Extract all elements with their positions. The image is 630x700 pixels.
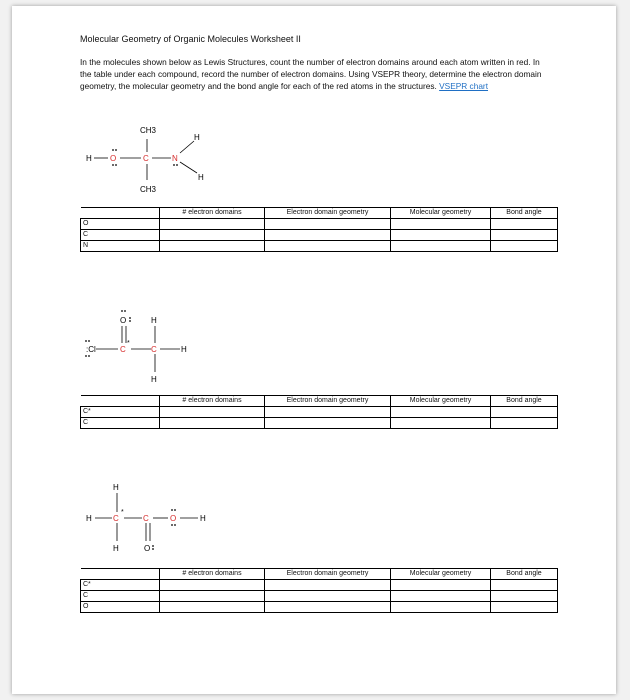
atom-n-red: N xyxy=(172,154,178,163)
header-bond-angle: Bond angle xyxy=(491,396,558,407)
worksheet-title: Molecular Geometry of Organic Molecules Worksheet II xyxy=(80,34,301,44)
cell-bond-angle[interactable] xyxy=(491,230,558,241)
vsepr-chart-link[interactable]: VSEPR chart xyxy=(439,81,489,91)
atom-o-red: O xyxy=(110,154,117,163)
table-row xyxy=(81,407,558,418)
atom-c-red: C xyxy=(143,154,149,163)
header-bond-angle: Bond angle xyxy=(491,569,558,580)
cell-molecular-geometry[interactable] xyxy=(391,418,491,429)
cell-domain-geometry[interactable] xyxy=(265,418,391,429)
cell-molecular-geometry[interactable] xyxy=(391,580,491,591)
header-molecular-geometry: Molecular geometry xyxy=(391,569,491,580)
atom-h-left: H xyxy=(86,514,92,523)
molecule-1 xyxy=(86,126,204,194)
row-atom: O xyxy=(81,602,160,613)
cell-bond-angle[interactable] xyxy=(491,580,558,591)
header-domains: # electron domains xyxy=(160,569,265,580)
cell-molecular-geometry[interactable] xyxy=(391,602,491,613)
cell-domains[interactable] xyxy=(160,219,265,230)
table-row xyxy=(81,418,558,429)
atom-h-top: H xyxy=(151,316,157,325)
group-ch3-top: CH3 xyxy=(140,126,157,135)
header-bond-angle: Bond angle xyxy=(491,208,558,219)
molecule-3 xyxy=(86,483,206,553)
table-row xyxy=(81,591,558,602)
atom-h-right: H xyxy=(181,345,187,354)
atom-h-bottom: H xyxy=(113,544,119,553)
cell-domains[interactable] xyxy=(160,602,265,613)
cell-domains[interactable] xyxy=(160,580,265,591)
atom-h-right: H xyxy=(200,514,206,523)
header-domains: # electron domains xyxy=(160,208,265,219)
cell-domain-geometry[interactable] xyxy=(265,580,391,591)
cell-bond-angle[interactable] xyxy=(491,591,558,602)
star-marker: * xyxy=(127,340,130,347)
row-atom: N xyxy=(81,241,160,252)
cell-domains[interactable] xyxy=(160,230,265,241)
row-atom: C* xyxy=(81,580,160,591)
atom-o-bottom: O xyxy=(144,544,151,553)
cell-molecular-geometry[interactable] xyxy=(391,230,491,241)
header-domain-geometry: Electron domain geometry xyxy=(265,396,391,407)
cell-molecular-geometry[interactable] xyxy=(391,241,491,252)
atom-c-red: C xyxy=(143,514,149,523)
cell-bond-angle[interactable] xyxy=(491,241,558,252)
cell-molecular-geometry[interactable] xyxy=(391,219,491,230)
header-domain-geometry: Electron domain geometry xyxy=(265,208,391,219)
atom-h-n-bottom: H xyxy=(198,173,204,182)
table-molecule-2 xyxy=(80,395,558,429)
cell-domains[interactable] xyxy=(160,407,265,418)
cell-domain-geometry[interactable] xyxy=(265,241,391,252)
cell-bond-angle[interactable] xyxy=(491,407,558,418)
atom-h-bottom: H xyxy=(151,375,157,384)
star-marker: * xyxy=(121,509,124,516)
table-molecule-3 xyxy=(80,568,558,613)
atom-h-left: H xyxy=(86,154,92,163)
atom-c-star-red: C xyxy=(113,514,119,523)
table-row xyxy=(81,230,558,241)
cell-domain-geometry[interactable] xyxy=(265,407,391,418)
instructions-text: In the molecules shown below as Lewis Structures, count the number of electron domains around each atom written in red. In the table under each compound, record the number of electron domains. Using VSEPR theory, determine the electron domain geometry, the molecular geometry and the bond angle for each of the red atoms in the structures. xyxy=(80,57,542,91)
row-atom: C xyxy=(81,230,160,241)
cell-domain-geometry[interactable] xyxy=(265,591,391,602)
row-atom: C xyxy=(81,591,160,602)
group-ch3-bottom: CH3 xyxy=(140,185,157,194)
cell-domain-geometry[interactable] xyxy=(265,230,391,241)
cell-bond-angle[interactable] xyxy=(491,219,558,230)
table-row xyxy=(81,602,558,613)
cell-bond-angle[interactable] xyxy=(491,418,558,429)
cell-molecular-geometry[interactable] xyxy=(391,591,491,602)
atom-o-red: O xyxy=(170,514,177,523)
atom-c-star-red: C xyxy=(120,345,126,354)
header-domain-geometry: Electron domain geometry xyxy=(265,569,391,580)
table-row xyxy=(81,241,558,252)
atom-cl: :Cl xyxy=(86,345,96,354)
atom-o: O xyxy=(120,316,127,325)
header-molecular-geometry: Molecular geometry xyxy=(391,396,491,407)
cell-domains[interactable] xyxy=(160,241,265,252)
atom-h-top: H xyxy=(113,483,119,492)
molecule-2 xyxy=(85,310,187,384)
atom-c-red: C xyxy=(151,345,157,354)
table-molecule-1 xyxy=(80,207,558,252)
cell-domain-geometry[interactable] xyxy=(265,602,391,613)
row-atom: C xyxy=(81,418,160,429)
atom-h-n-top: H xyxy=(194,133,200,142)
header-domains: # electron domains xyxy=(160,396,265,407)
cell-domains[interactable] xyxy=(160,591,265,602)
cell-domain-geometry[interactable] xyxy=(265,219,391,230)
cell-bond-angle[interactable] xyxy=(491,602,558,613)
cell-molecular-geometry[interactable] xyxy=(391,407,491,418)
row-atom: O xyxy=(81,219,160,230)
row-atom: C* xyxy=(81,407,160,418)
table-row xyxy=(81,580,558,591)
cell-domains[interactable] xyxy=(160,418,265,429)
header-molecular-geometry: Molecular geometry xyxy=(391,208,491,219)
table-row xyxy=(81,219,558,230)
